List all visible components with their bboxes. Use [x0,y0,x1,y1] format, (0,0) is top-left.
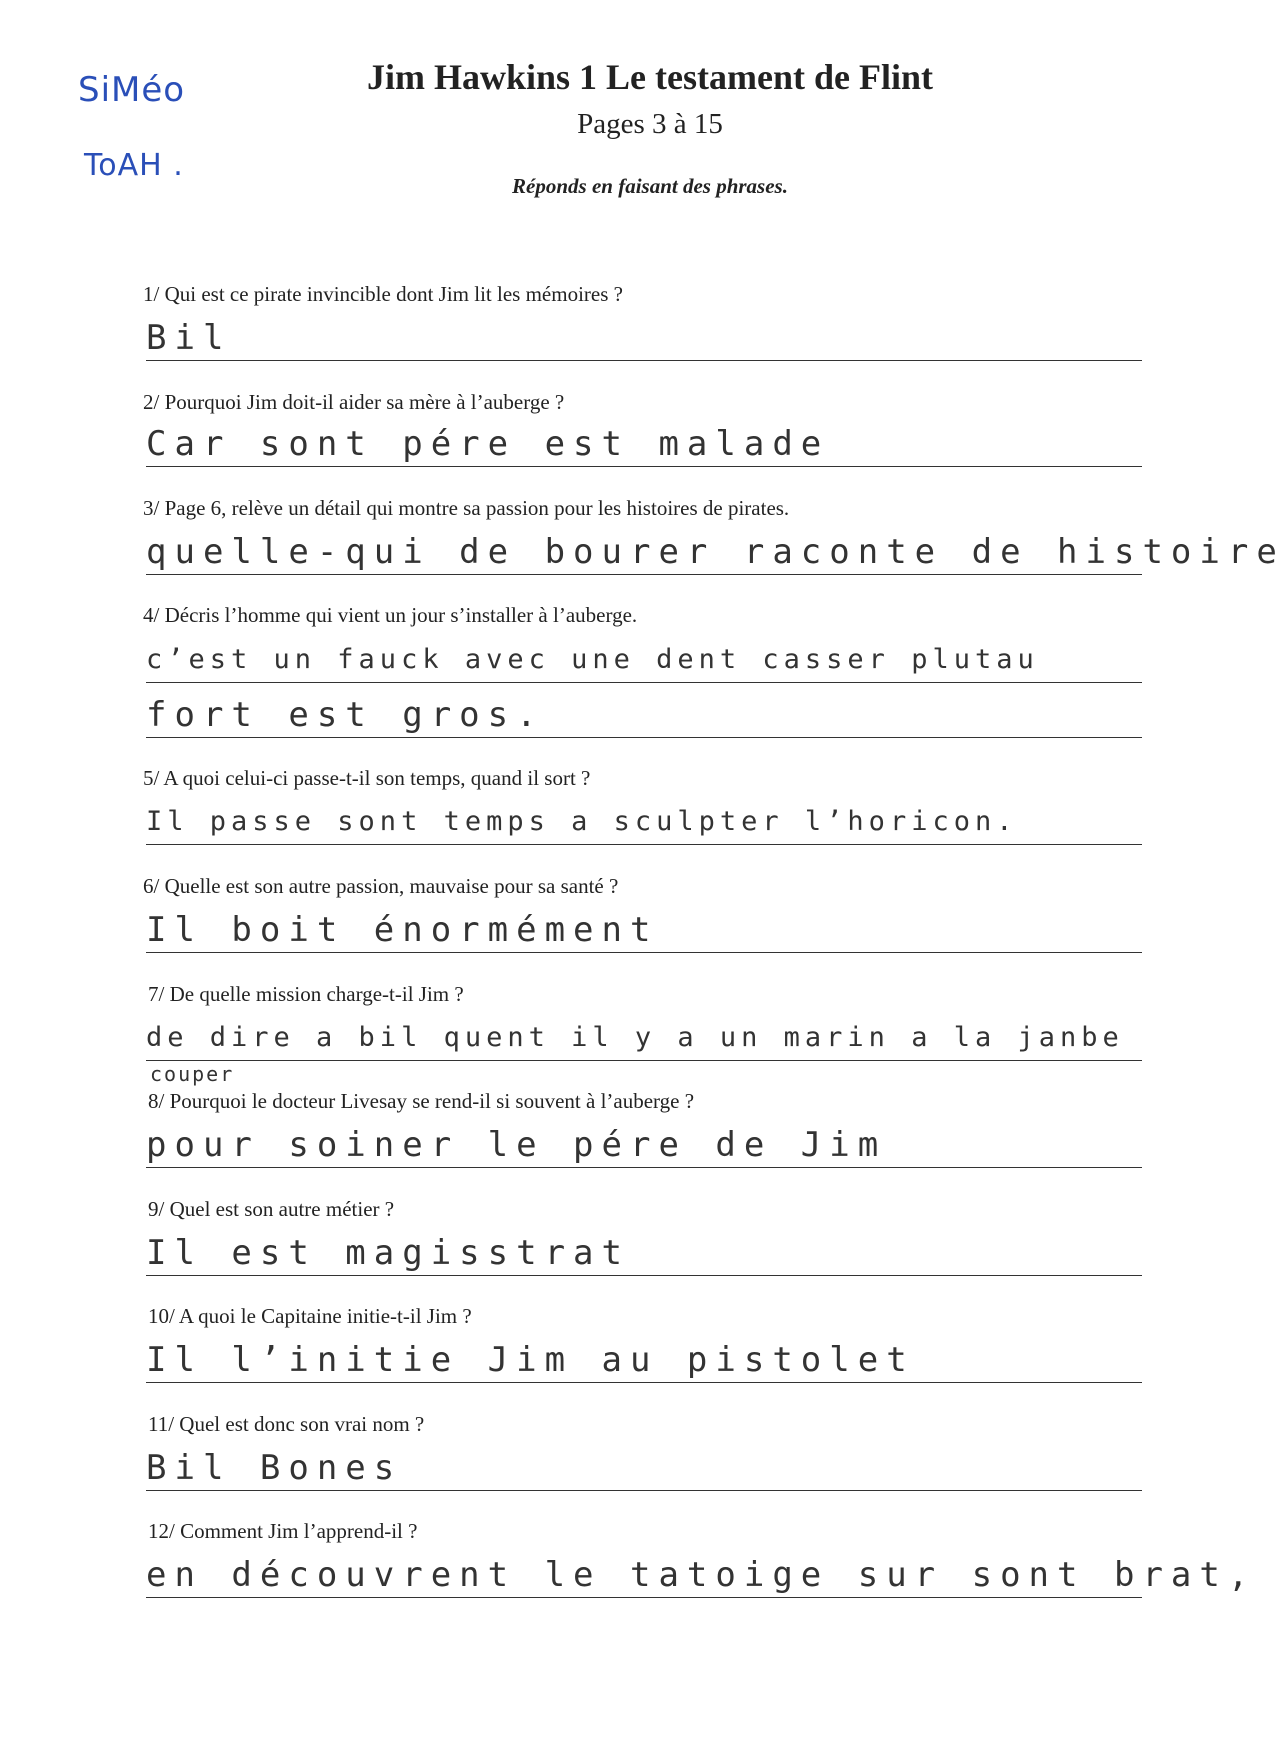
student-name-1: SiMéo [78,70,186,110]
answer-5: Il passe sont temps a sculpter l’horicon. [146,806,1018,837]
answer-10: Il l’initie Jim au pistolet [146,1340,915,1380]
question-1: 1/ Qui est ce pirate invincible dont Jim lit les mémoires ? [143,282,623,306]
question-4: 4/ Décris l’homme qui vient un jour s’installer à l’auberge. [143,603,638,627]
answer-3: quelle-qui de bourer raconte de histoire [146,532,1285,572]
answer-7-continuation: couper [150,1062,235,1086]
page-title: Jim Hawkins 1 Le testament de Flint [367,57,933,97]
instruction: Réponds en faisant des phrases. [512,174,788,198]
page-subtitle: Pages 3 à 15 [577,108,723,140]
question-8: 8/ Pourquoi le docteur Livesay se rend-il si souvent à l’auberge ? [148,1089,695,1113]
answer-rule-line [146,1490,1142,1491]
student-name-2: ToAH . [84,148,184,183]
answer-rule-line [146,844,1142,845]
question-10: 10/ A quoi le Capitaine initie-t-il Jim ? [148,1304,472,1328]
question-6: 6/ Quelle est son autre passion, mauvaise pour sa santé ? [143,874,619,898]
answer-1: Bil [146,318,232,358]
question-7: 7/ De quelle mission charge-t-il Jim ? [148,982,464,1006]
answer-11: Bil Bones [146,1448,403,1488]
answer-4-line-2: fort est gros. [146,695,545,735]
question-11: 11/ Quel est donc son vrai nom ? [148,1412,425,1436]
question-12: 12/ Comment Jim l’apprend-il ? [148,1519,418,1543]
question-9: 9/ Quel est son autre métier ? [148,1197,395,1221]
answer-7: de dire a bil quent il y a un marin a la janbe [146,1022,1124,1053]
answer-rule-line [146,952,1142,953]
answer-rule-line [146,1597,1142,1598]
answer-rule-line [146,360,1142,361]
answer-12: en découvrent le tatoige sur sont brat, [146,1555,1257,1595]
answer-4-line-1: c’est un fauck avec une dent casser plutau [146,644,1039,675]
answer-rule-line [146,737,1142,738]
question-5: 5/ A quoi celui-ci passe-t-il son temps, quand il sort ? [143,766,591,790]
answer-8: pour soiner le pére de Jim [146,1125,887,1165]
question-3: 3/ Page 6, relève un détail qui montre sa passion pour les histoires de pirates. [143,496,790,520]
answer-rule-line [146,1167,1142,1168]
question-2: 2/ Pourquoi Jim doit-il aider sa mère à l’auberge ? [143,390,565,414]
answer-rule-line [146,466,1142,467]
answer-rule-line [146,682,1142,683]
answer-rule-line [146,574,1142,575]
answer-6: Il boit énormément [146,910,659,950]
answer-rule-line [146,1275,1142,1276]
answer-rule-line [146,1060,1142,1061]
answer-2: Car sont pére est malade [146,424,830,464]
answer-rule-line [146,1382,1142,1383]
answer-9: Il est magisstrat [146,1233,630,1273]
